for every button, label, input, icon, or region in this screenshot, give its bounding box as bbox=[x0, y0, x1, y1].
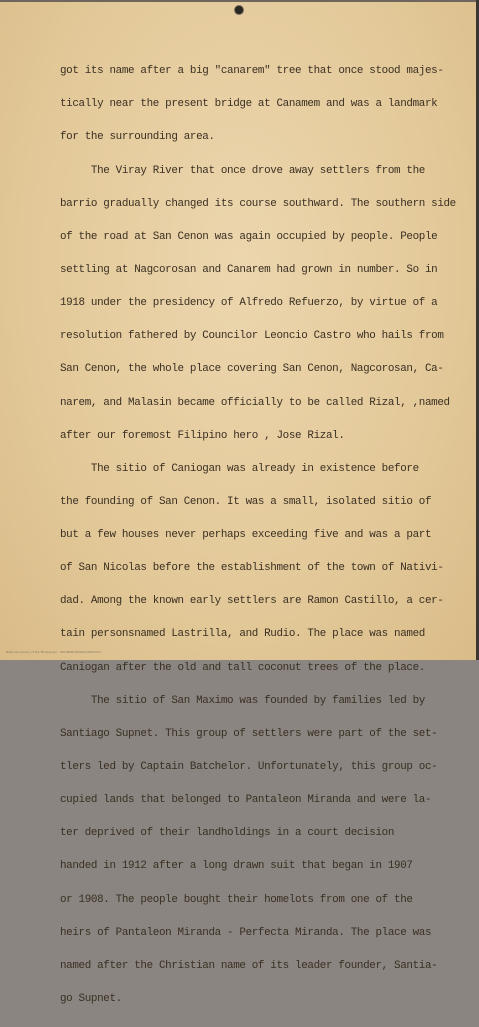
text-line: The Viray River that once drove away settlers from the bbox=[60, 164, 425, 177]
text-line: but a few houses never perhaps exceeding five and was a part bbox=[60, 529, 432, 542]
text-line: go Supnet. bbox=[60, 993, 122, 1006]
text-line: ter deprived of their landholdings in a court decision bbox=[60, 827, 395, 840]
text-line: got its name after a big "canarem" tree that once stood majes- bbox=[60, 65, 444, 78]
text-line: The sitio of San Maximo was founded by families led by bbox=[60, 694, 425, 707]
text-line: 1918 under the presidency of Alfredo Refuerzo, by virtue of a bbox=[60, 297, 438, 310]
text-line: the founding of San Cenon. It was a small, isolated sitio of bbox=[60, 495, 432, 508]
top-edge bbox=[0, 0, 479, 2]
text-line: heirs of Pantaleon Miranda - Perfecta Miranda. The place was bbox=[60, 926, 432, 939]
text-line: of the road at San Cenon was again occupied by people. People bbox=[60, 230, 438, 243]
text-line: tain personsnamed Lastrilla, and Rudio. The place was named bbox=[60, 628, 425, 641]
footer-credit: National Library of the Philippines - HDOPNMUN00001AMOG0.0 bbox=[6, 650, 102, 654]
text-line: handed in 1912 after a long drawn suit that began in 1907 bbox=[60, 860, 413, 873]
text-line: tlers led by Captain Batchelor. Unfortunately, this group oc- bbox=[60, 761, 438, 774]
text-line: barrio gradually changed its course southward. The southern side bbox=[60, 197, 456, 210]
typewritten-text-block bbox=[60, 44, 460, 1027]
text-line: The sitio of Caniogan was already in existence before bbox=[60, 462, 419, 475]
text-line: named after the Christian name of its leader founder, Santia- bbox=[60, 959, 438, 972]
text-line: cupied lands that belonged to Pantaleon Miranda and were la- bbox=[60, 794, 432, 807]
text-line: San Cenon, the whole place covering San Cenon, Nagcorosan, Ca- bbox=[60, 363, 444, 376]
text-line: dad. Among the known early settlers are Ramon Castillo, a cer- bbox=[60, 595, 444, 608]
text-line: for the surrounding area. bbox=[60, 131, 215, 144]
text-line: after our foremost Filipino hero , Jose Rizal. bbox=[60, 429, 345, 442]
text-line: Santiago Supnet. This group of settlers were part of the set- bbox=[60, 727, 438, 740]
text-line: of San Nicolas before the establishment of the town of Nativi- bbox=[60, 562, 444, 575]
text-line: resolution fathered by Councilor Leoncio Castro who hails from bbox=[60, 330, 444, 343]
text-line: tically near the present bridge at Canamem and was a landmark bbox=[60, 98, 438, 111]
text-line: settling at Nagcorosan and Canarem had grown in number. So in bbox=[60, 263, 438, 276]
text-line: Caniogan after the old and tall coconut trees of the place. bbox=[60, 661, 425, 674]
text-line: or 1908. The people bought their homelots from one of the bbox=[60, 893, 413, 906]
text-line: narem, and Malasin became officially to be called Rizal, ,named bbox=[60, 396, 450, 409]
punch-hole bbox=[235, 6, 243, 14]
